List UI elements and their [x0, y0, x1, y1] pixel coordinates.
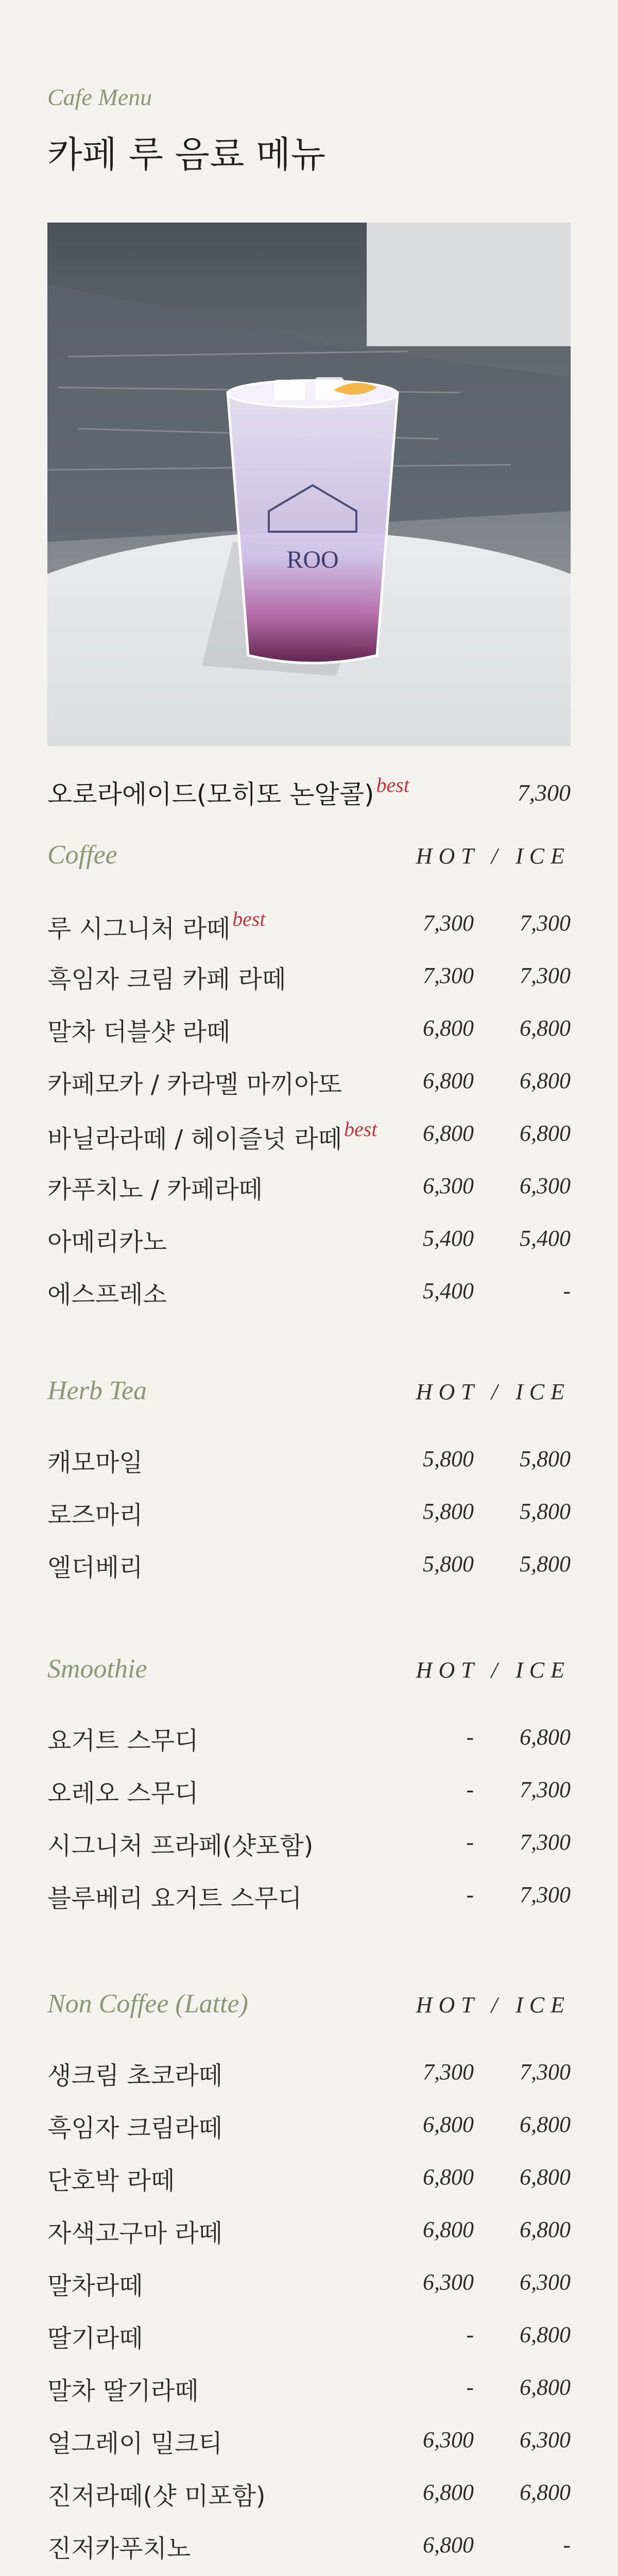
- hot-price: 6,800: [423, 1068, 474, 1093]
- item-name-text: 카페모카 / 카라멜 마끼아또: [47, 1070, 342, 1099]
- item-name: [47, 1826, 313, 1861]
- item-name: [47, 2529, 191, 2564]
- item-name: [47, 1275, 167, 1310]
- menu-item: [47, 2103, 571, 2156]
- item-name: [47, 2056, 222, 2091]
- hot-ice-header: HOT / ICE: [416, 1379, 571, 1404]
- hot-price: 5,800: [423, 1446, 474, 1471]
- ice-price: 6,800: [520, 2217, 571, 2242]
- item-name: [47, 2371, 198, 2406]
- menu-eyebrow: Cafe Menu: [47, 84, 152, 110]
- ice-price: 6,800: [520, 1015, 571, 1041]
- item-name: [47, 2161, 175, 2196]
- menu-item: [47, 2261, 571, 2313]
- section-title: Non Coffee (Latte): [47, 1989, 248, 2019]
- item-name: [47, 2424, 222, 2459]
- menu-item: [47, 2471, 571, 2523]
- hot-price: -: [466, 2375, 474, 2400]
- item-name-text: 블루베리 요거트 스무디: [47, 1884, 302, 1913]
- item-name: [47, 2213, 222, 2249]
- ice-price: 6,800: [520, 1068, 571, 1093]
- hot-ice-header: HOT / ICE: [416, 1992, 571, 2018]
- item-name-text: 말차 딸기라떼: [47, 2377, 199, 2405]
- section-title: Smoothie: [47, 1654, 147, 1684]
- item-name: [47, 2476, 266, 2512]
- item-name-text: 말차 더블샷 라떼: [47, 1018, 231, 1046]
- ice-price: 5,800: [520, 1446, 571, 1471]
- hot-price: 6,800: [423, 2532, 474, 2557]
- ice-price: 7,300: [520, 1777, 571, 1802]
- menu-item: [47, 2313, 571, 2366]
- hot-price: 6,300: [423, 2427, 474, 2452]
- item-name: [47, 1222, 167, 1258]
- ice-price: 7,300: [520, 1829, 571, 1855]
- item-list: [47, 1437, 571, 1595]
- item-name-text: 에스프레소: [47, 1280, 167, 1309]
- item-name-text: 요거트 스무디: [47, 1726, 199, 1755]
- menu-item: [47, 2523, 571, 2576]
- item-name-text: 카푸치노 / 카페라떼: [47, 1175, 263, 1204]
- hot-price: 6,800: [423, 2164, 474, 2190]
- item-name-text: 얼그레이 밀크티: [47, 2429, 222, 2458]
- hot-price: 7,300: [423, 963, 474, 988]
- item-name: [47, 1773, 198, 1809]
- hot-price: 5,400: [423, 1278, 474, 1303]
- hot-ice-header: HOT / ICE: [416, 1657, 571, 1683]
- featured-name: [47, 773, 409, 811]
- ice-price: 5,400: [520, 1226, 571, 1251]
- item-name: [47, 959, 286, 995]
- ice-price: 6,300: [520, 2427, 571, 2452]
- item-name-text: 딸기라떼: [47, 2324, 143, 2353]
- featured-name-text: 오로라에이드(모히또 논알콜): [47, 779, 374, 809]
- item-name: [47, 1443, 143, 1478]
- item-name-text: 루 시그니처 라떼: [47, 914, 231, 943]
- ice-price: 5,800: [520, 1551, 571, 1577]
- item-name-text: 생크림 초코라떼: [47, 2061, 222, 2090]
- item-name: [47, 1117, 377, 1155]
- glass-print-text: ROO: [286, 546, 339, 573]
- hot-price: 6,800: [423, 2217, 474, 2242]
- ice-price: 7,300: [520, 2059, 571, 2084]
- item-name-text: 단호박 라떼: [47, 2166, 175, 2195]
- menu-item: [47, 1269, 571, 1322]
- ice-price: 6,800: [520, 1724, 571, 1750]
- item-list: [47, 2050, 571, 2576]
- item-name: [47, 1064, 342, 1100]
- ice-price: 6,800: [520, 2322, 571, 2347]
- ice-price: 6,300: [520, 1173, 571, 1198]
- menu-item: [47, 2366, 571, 2418]
- section-title: Herb Tea: [47, 1376, 147, 1405]
- menu-item: [47, 1873, 571, 1926]
- menu-item: [47, 1112, 571, 1164]
- item-name-text: 바닐라라떼 / 헤이즐넛 라떼: [47, 1125, 342, 1154]
- item-name: [47, 1495, 143, 1531]
- item-name-text: 흑임자 크림 카페 라떼: [47, 965, 286, 994]
- hot-price: 6,300: [423, 1173, 474, 1198]
- item-name-text: 진저라떼(샷 미포함): [47, 2482, 266, 2511]
- ice-price: 6,800: [520, 1121, 571, 1146]
- item-name-text: 시그니처 프라페(샷포함): [47, 1832, 314, 1860]
- hot-price: -: [466, 2322, 474, 2347]
- ice-price: 6,800: [520, 2375, 571, 2400]
- ice-price: 5,800: [520, 1499, 571, 1524]
- hot-price: 6,800: [423, 1015, 474, 1041]
- item-name: [47, 2108, 222, 2144]
- menu-item: [47, 1543, 571, 1595]
- menu-item: [47, 2050, 571, 2103]
- ice-price: 6,800: [520, 2164, 571, 2190]
- menu-item: [47, 1437, 571, 1490]
- section-title: Coffee: [47, 840, 117, 870]
- best-badge: best: [344, 1117, 377, 1141]
- item-list: [47, 1716, 571, 1926]
- ice-price: 6,800: [520, 2480, 571, 2505]
- item-name: [47, 2266, 143, 2301]
- menu-item: [47, 2156, 571, 2208]
- hot-price: 6,800: [423, 2112, 474, 2137]
- item-name-text: 엘더베리: [47, 1553, 143, 1582]
- menu-item: [47, 2208, 571, 2261]
- ice-price: -: [563, 1278, 571, 1303]
- hot-price: 5,400: [423, 1226, 474, 1251]
- item-name: [47, 2318, 143, 2354]
- item-name: [47, 907, 266, 944]
- menu-item: [47, 1059, 571, 1112]
- hot-price: 5,800: [423, 1499, 474, 1524]
- menu-item: [47, 954, 571, 1007]
- menu-item: [47, 1716, 571, 1768]
- hot-price: -: [466, 1882, 474, 1907]
- ice-price: -: [563, 2532, 571, 2557]
- best-badge: best: [232, 907, 266, 930]
- hot-ice-header: HOT / ICE: [416, 843, 571, 869]
- ice-price: 6,300: [520, 2269, 571, 2295]
- item-name-text: 흑임자 크림라떼: [47, 2114, 222, 2143]
- ice-price: 7,300: [520, 963, 571, 988]
- ice-price: 7,300: [520, 910, 571, 936]
- hot-price: 6,800: [423, 2480, 474, 2505]
- item-name: [47, 1012, 230, 1047]
- item-name: [47, 1170, 263, 1205]
- menu-item: [47, 1490, 571, 1543]
- hot-price: -: [466, 1829, 474, 1855]
- menu-item: [47, 1821, 571, 1873]
- item-name-text: 로즈마리: [47, 1501, 143, 1530]
- ice-price: 6,800: [520, 2112, 571, 2137]
- item-name-text: 말차라떼: [47, 2272, 143, 2300]
- hot-price: 6,800: [423, 1121, 474, 1146]
- best-badge: best: [376, 773, 409, 796]
- item-name: [47, 1721, 198, 1756]
- item-name-text: 캐모마일: [47, 1448, 143, 1477]
- hot-price: 7,300: [423, 2059, 474, 2084]
- menu-item: [47, 902, 571, 954]
- item-name-text: 진저카푸치노: [47, 2534, 191, 2563]
- hot-price: 5,800: [423, 1551, 474, 1577]
- item-name-text: 오레오 스무디: [47, 1779, 199, 1808]
- item-name-text: 아메리카노: [47, 1228, 167, 1257]
- hot-price: -: [466, 1724, 474, 1750]
- featured-price: 7,300: [517, 779, 571, 806]
- menu-item: [47, 1217, 571, 1269]
- drink-photo: [47, 223, 571, 746]
- item-list: [47, 902, 571, 1322]
- featured-item: [47, 773, 571, 819]
- item-name: [47, 1548, 143, 1583]
- menu-item: [47, 1768, 571, 1821]
- menu-item: [47, 1007, 571, 1059]
- page-title: 카페 루 음료 메뉴: [47, 133, 326, 176]
- item-name: [47, 1878, 302, 1914]
- ice-price: 7,300: [520, 1882, 571, 1907]
- item-name-text: 자색고구마 라떼: [47, 2219, 222, 2248]
- hot-price: 6,300: [423, 2269, 474, 2295]
- hot-price: -: [466, 1777, 474, 1802]
- menu-item: [47, 1164, 571, 1217]
- menu-item: [47, 2418, 571, 2471]
- hot-price: 7,300: [423, 910, 474, 936]
